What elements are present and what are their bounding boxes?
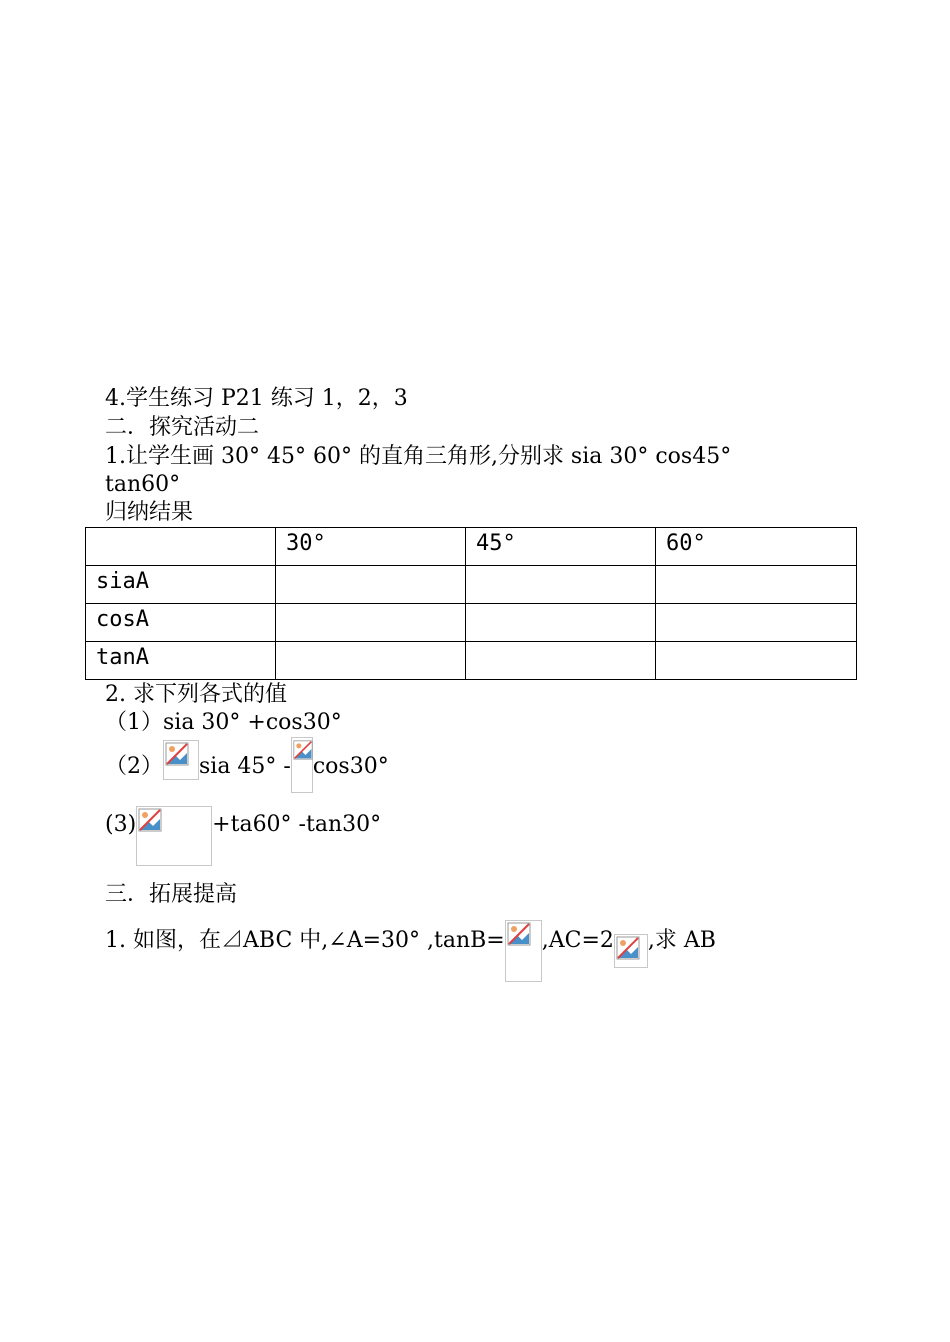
broken-image-icon xyxy=(614,934,648,968)
item2-suffix: cos30° xyxy=(312,754,389,779)
q1-prefix: 1. 如图，在⊿ABC 中,∠A=30° ,tanB= xyxy=(105,928,505,953)
exercise2-item2 xyxy=(105,740,389,793)
table-header-cell: 60° xyxy=(656,528,857,566)
table-cell xyxy=(276,642,466,680)
item3-suffix: +ta60° -tan30° xyxy=(212,812,382,837)
table-cell xyxy=(656,604,857,642)
table-cell xyxy=(276,566,466,604)
table-cell xyxy=(466,604,656,642)
exercise2-item3 xyxy=(105,806,381,866)
table-cell xyxy=(656,566,857,604)
section3-question1 xyxy=(105,920,716,982)
section3-title: 三．拓展提高 xyxy=(105,882,238,907)
broken-image-icon xyxy=(291,737,313,793)
table-header-cell: 45° xyxy=(466,528,656,566)
q1-mid: ,AC=2 xyxy=(541,928,614,953)
q1-suffix: ,求 AB xyxy=(647,928,716,953)
broken-image-icon xyxy=(163,740,199,780)
table-cell xyxy=(656,642,857,680)
table-cell xyxy=(466,642,656,680)
broken-image-icon xyxy=(505,920,542,982)
practice-line: 4.学生练习 P21 练习 1，2，3 xyxy=(105,386,408,411)
table-header-cell xyxy=(86,528,276,566)
summary-label: 归纳结果 xyxy=(105,500,194,525)
table-cell xyxy=(466,566,656,604)
item2-mid: sia 45° - xyxy=(199,754,291,779)
results-table xyxy=(85,527,857,680)
table-cell xyxy=(276,604,466,642)
table-row xyxy=(86,566,857,604)
exercise2-item1: （1）sia 30° +cos30° xyxy=(105,710,342,735)
table-row xyxy=(86,642,857,680)
table-cell: tanA xyxy=(86,642,276,680)
table-cell: cosA xyxy=(86,604,276,642)
task1-line-a: 1.让学生画 30° 45° 60° 的直角三角形,分别求 sia 30° cos45° xyxy=(105,444,732,469)
item3-prefix: (3) xyxy=(105,812,137,837)
table-cell: siaA xyxy=(86,566,276,604)
table-row xyxy=(86,604,857,642)
task1-line-b: tan60° xyxy=(105,472,181,497)
table-header-row xyxy=(86,528,857,566)
exercise2-title: 2. 求下列各式的值 xyxy=(105,682,287,707)
table-header-cell: 30° xyxy=(276,528,466,566)
item2-prefix: （2） xyxy=(105,754,163,779)
broken-image-icon xyxy=(136,806,212,866)
section2-title: 二．探究活动二 xyxy=(105,415,260,440)
